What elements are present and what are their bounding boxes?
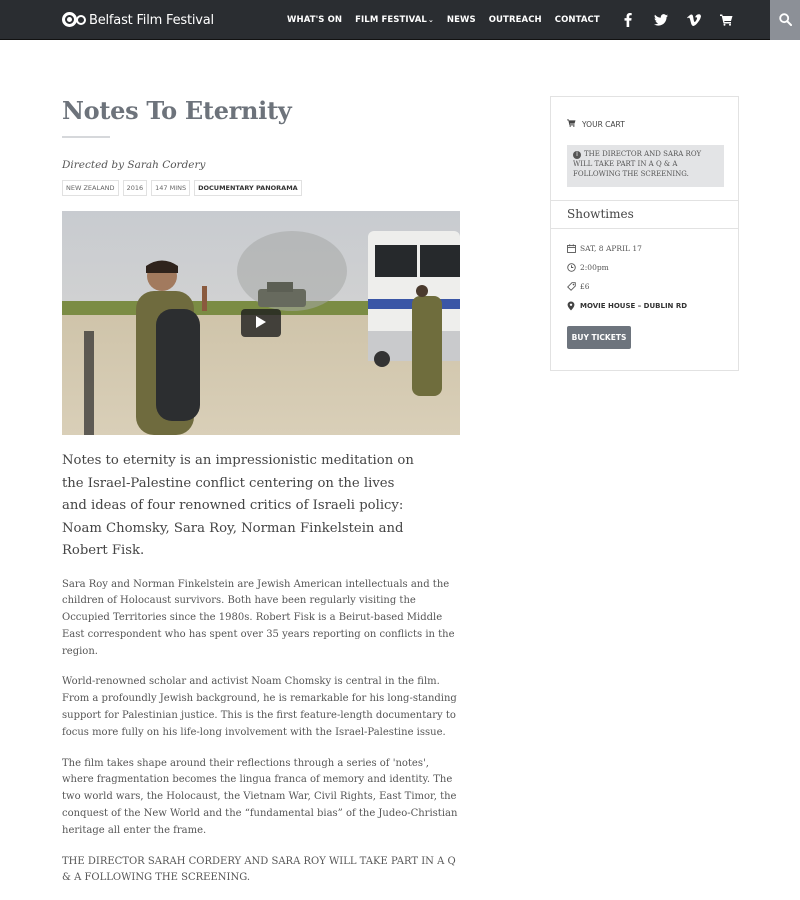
calendar-icon [567, 244, 576, 253]
body-paragraph: World-renowned scholar and activist Noam Chomsky is central in the film. From a profoundly Jewish background, he is remarkable for his long-standing support for Palestinian justice. This is the first feature-length documentary to focus more fully on his life-long involvement with the Israel-Palestine issue. [62, 676, 457, 738]
qa-notice-paragraph: THE DIRECTOR SARAH CORDERY AND SARA ROY WILL TAKE PART IN A Q & A FOLLOWING THE SCREENING. [62, 855, 456, 884]
play-icon [255, 314, 267, 333]
film-director: Directed by Sarah Cordery [62, 159, 206, 171]
video-player[interactable] [62, 211, 460, 435]
your-cart-label: YOUR CART [582, 119, 625, 129]
showtime-venue-text[interactable]: MOVIE HOUSE – DUBLIN RD [580, 301, 688, 310]
tag-country[interactable]: NEW ZEALAND [62, 180, 119, 196]
play-button[interactable] [241, 309, 281, 337]
divider [551, 200, 738, 201]
showtime-price [567, 282, 590, 291]
film-detail [62, 95, 462, 887]
showtimes-heading: Showtimes [567, 207, 634, 221]
lead-paragraph: Notes to eternity is an impressionistic meditation on the Israel-Palestine conflict centering on the lives and ideas of four renowned critics of Israeli policy: Noam Chomsky, Sara Roy, Norman Finkelstein and Robert Fisk. [62, 453, 414, 558]
showtime-date [567, 244, 642, 253]
logo-mark-icon [62, 11, 92, 29]
tag-runtime[interactable]: 147 MINS [151, 180, 190, 196]
showtime-time [567, 263, 609, 272]
info-notice-text: THE DIRECTOR AND SARA ROY WILL TAKE PART IN A Q & A FOLLOWING THE SCREENING. [573, 150, 702, 178]
chevron-down-icon: ⌄ [427, 16, 434, 24]
page-title: Notes To Eternity [62, 96, 292, 125]
social-links [619, 11, 751, 29]
top-navigation-bar [0, 0, 800, 40]
clock-icon [567, 263, 576, 272]
site-logo[interactable] [62, 11, 214, 29]
main-nav [287, 0, 751, 40]
nav-news[interactable]: NEWS [446, 15, 476, 25]
info-notice [567, 145, 724, 187]
showtime-time-text: 2:00pm [580, 263, 609, 272]
search-button[interactable] [770, 0, 800, 40]
tag-programme[interactable]: DOCUMENTARY PANORAMA [194, 180, 302, 196]
your-cart-link[interactable] [567, 119, 625, 129]
body-paragraph: Sara Roy and Norman Finkelstein are Jewish American intellectuals and the children of Holocaust survivors. Both have been regularly visiting the Occupied Territories since the 1980s. Robert Fisk is a Beirut-based Middle East correspondent who has spent over 35 years reporting on conflicts in the region. [62, 578, 455, 657]
location-pin-icon [567, 301, 576, 310]
tag-year[interactable]: 2016 [123, 180, 148, 196]
cart-icon [567, 119, 577, 129]
cart-icon[interactable] [718, 11, 736, 29]
site-name: Belfast Film Festival [89, 12, 214, 28]
nav-film-festival-label: FILM FESTIVAL [355, 15, 427, 25]
nav-contact[interactable]: CONTACT [554, 15, 600, 25]
search-icon [779, 11, 792, 30]
divider [551, 228, 738, 229]
facebook-icon[interactable] [619, 11, 637, 29]
showtime-price-text: £6 [580, 282, 590, 291]
info-icon: I [573, 151, 581, 159]
vimeo-icon[interactable] [685, 11, 703, 29]
tag-icon [567, 282, 576, 291]
twitter-icon[interactable] [652, 11, 670, 29]
showtime-date-text: SAT, 8 APRIL 17 [580, 244, 642, 253]
nav-whats-on[interactable]: WHAT'S ON [287, 15, 343, 25]
title-underline [62, 136, 110, 138]
nav-outreach[interactable]: OUTREACH [488, 15, 542, 25]
buy-tickets-button[interactable]: BUY TICKETS [567, 326, 631, 349]
film-tags [62, 180, 462, 196]
booking-sidebar [550, 96, 739, 371]
nav-film-festival[interactable] [355, 15, 434, 25]
showtime-venue [567, 301, 687, 310]
body-paragraph: The film takes shape around their reflections through a series of 'notes', where fragmentation becomes the lingua franca of memory and identity. The two world wars, the Holocaust, the Vietnam War, Civil Rights, East Timor, the conquest of the New World and the “fundamental bias” of the Judeo-Christian heritage all enter the frame. [62, 757, 458, 836]
